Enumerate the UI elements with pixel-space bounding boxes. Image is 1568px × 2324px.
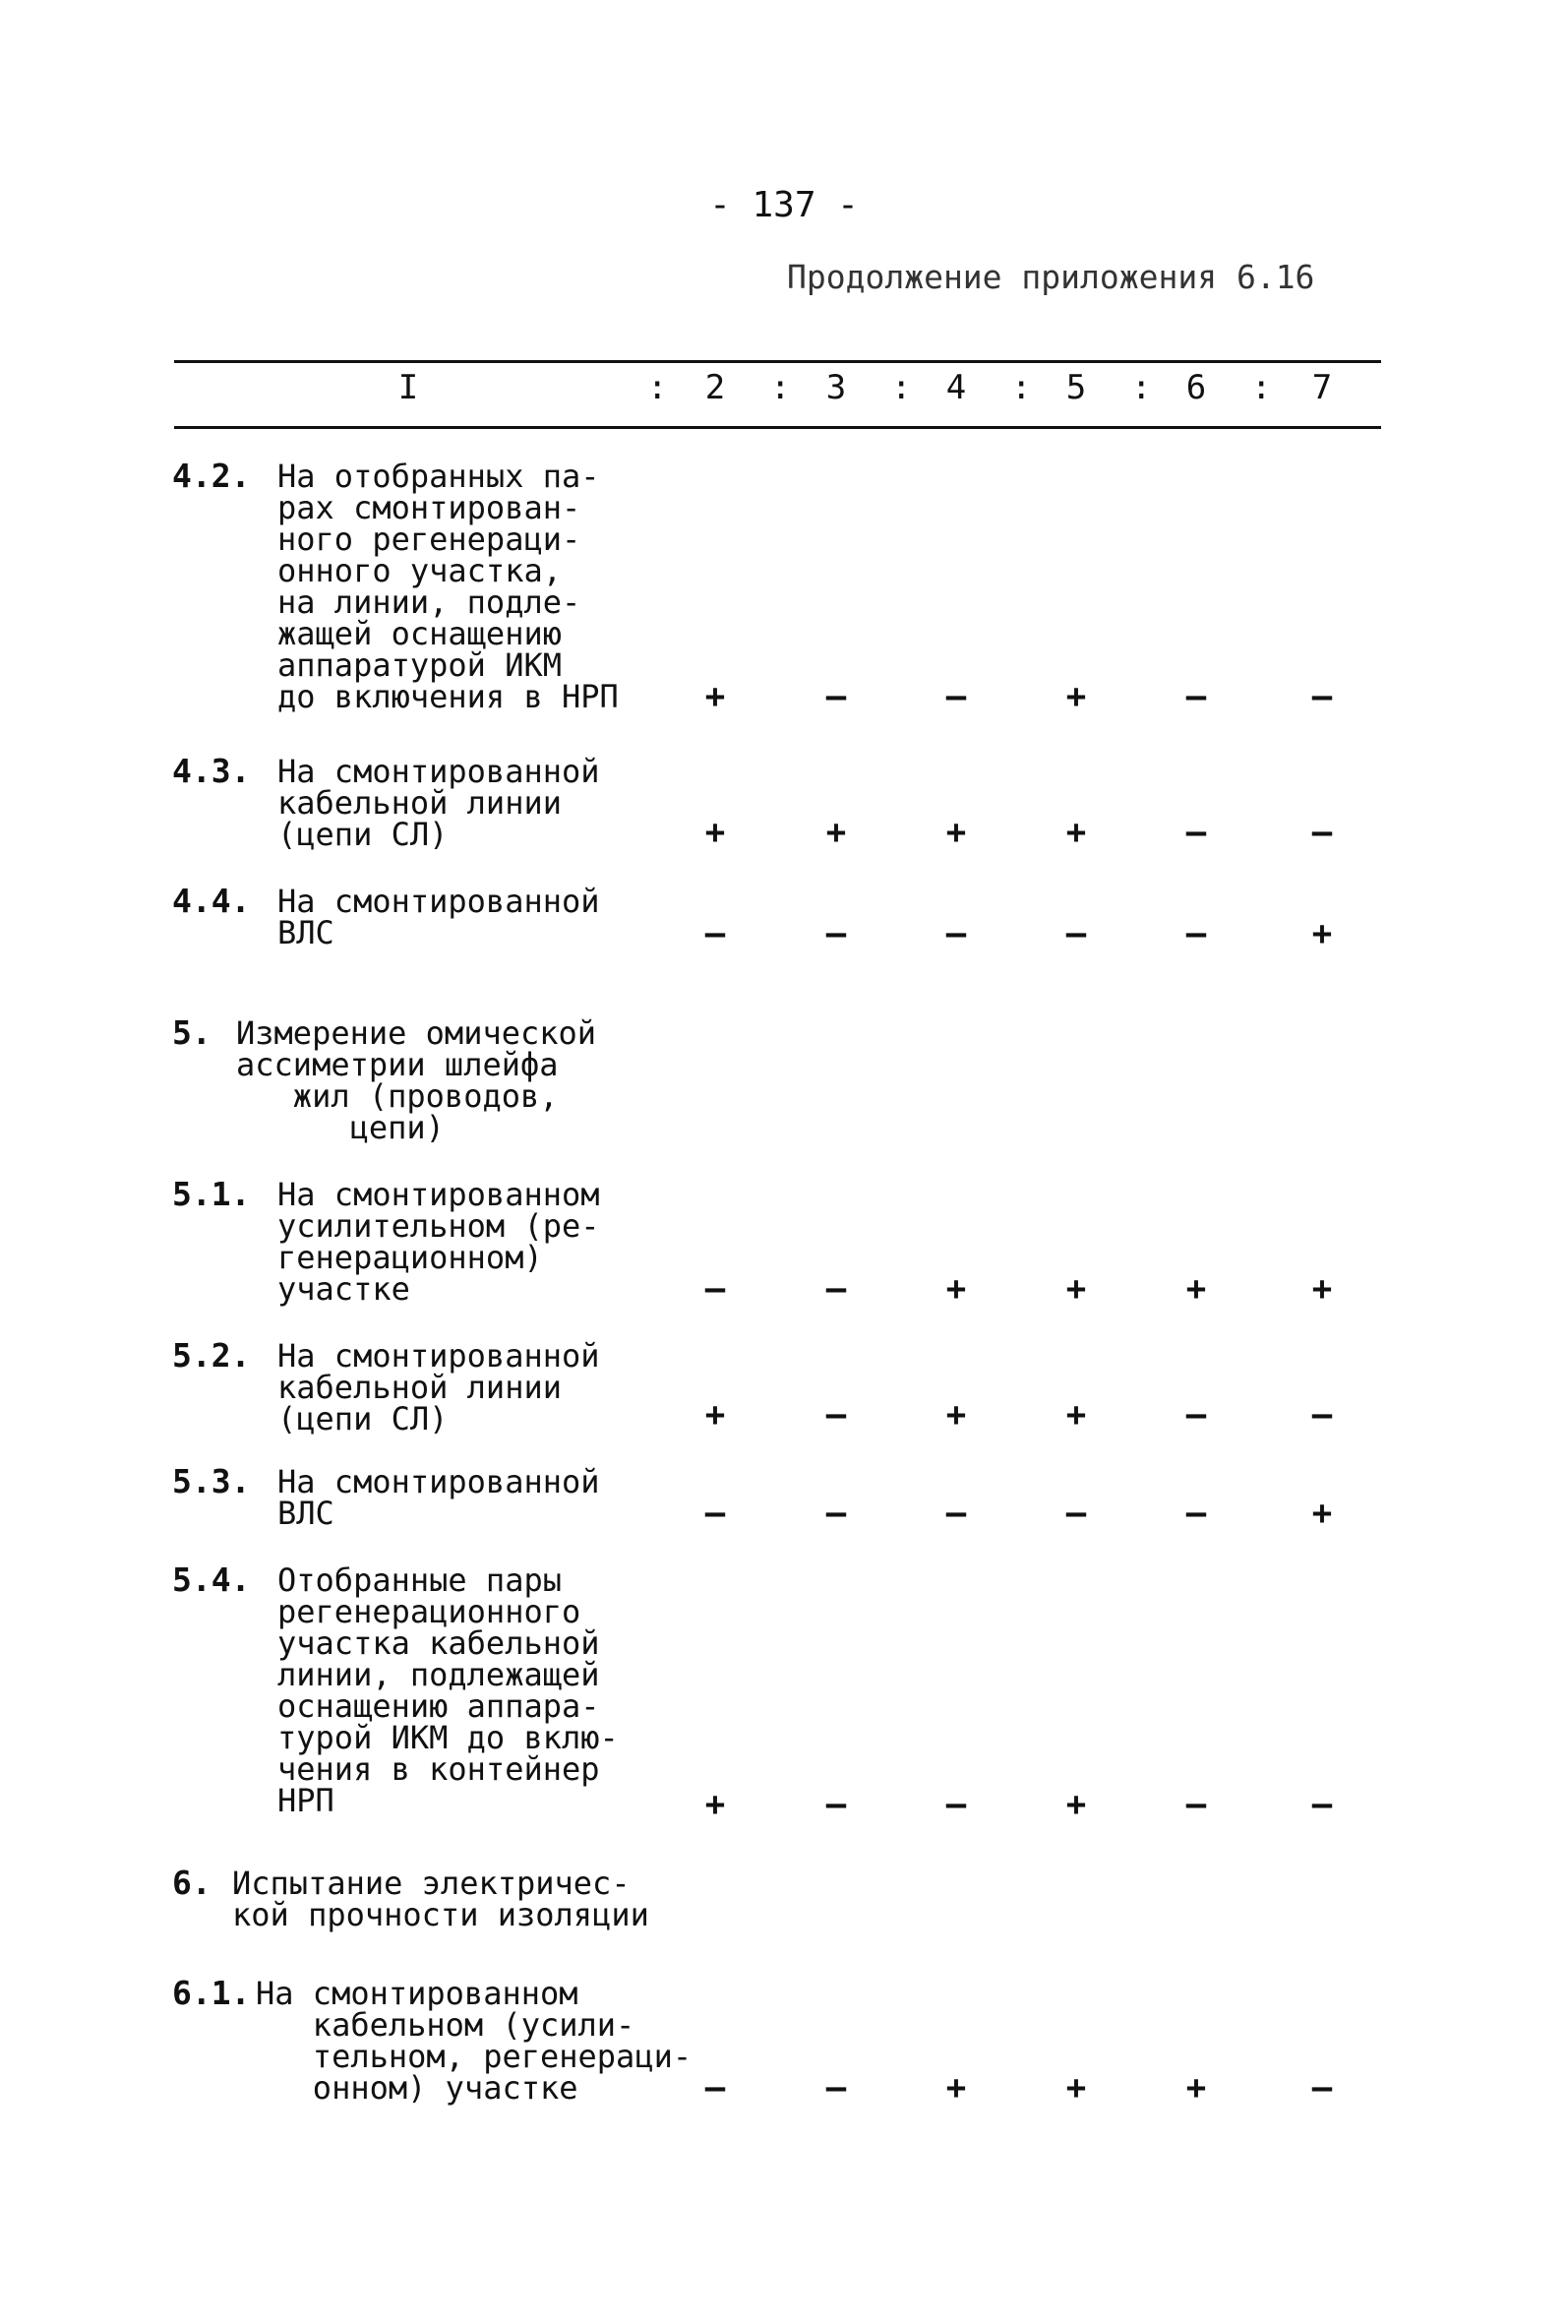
mark-col-4: + bbox=[945, 2068, 967, 2108]
mark-col-5: + bbox=[1065, 677, 1087, 716]
mark-col-4: + bbox=[945, 1269, 967, 1309]
mark-col-5: – bbox=[1065, 914, 1087, 953]
mark-col-2: – bbox=[704, 1269, 726, 1309]
col-header-2: 2 bbox=[704, 368, 726, 407]
mark-col-7: + bbox=[1311, 1494, 1333, 1533]
appendix-title: Продолжение приложения 6.16 bbox=[787, 258, 1315, 296]
mark-col-5: + bbox=[1065, 1395, 1087, 1435]
mark-col-7: – bbox=[1311, 677, 1333, 716]
mark-col-6: – bbox=[1185, 1395, 1207, 1435]
row-number: 6. bbox=[172, 1864, 211, 1902]
mark-col-2: – bbox=[704, 1494, 726, 1533]
mark-col-3: – bbox=[825, 1785, 847, 1824]
row-number: 4.3. bbox=[172, 752, 251, 790]
mark-col-7: – bbox=[1311, 2068, 1333, 2108]
row-label: Измерение омической ассиметрии шлейфа жил (проводов, цепи) bbox=[236, 1014, 597, 1146]
col-separator: : bbox=[1251, 368, 1272, 407]
mark-col-5: + bbox=[1065, 1785, 1087, 1824]
row-label: На отобранных па- рах смонтирован- ного регенераци- онного участка, на линии, подле- жащей оснащению аппаратурой ИКМ до включения в НРП bbox=[277, 458, 619, 715]
col-separator: : bbox=[647, 368, 668, 407]
col-header-5: 5 bbox=[1065, 368, 1087, 407]
row-label: Испытание электричес- кой прочности изоляции bbox=[232, 1865, 649, 1933]
row-label: На смонтированном усилительном (ре- генерационном) участке bbox=[277, 1176, 600, 1308]
mark-col-5: – bbox=[1065, 1494, 1087, 1533]
row-label: На смонтированной кабельной линии (цепи СЛ) bbox=[277, 753, 600, 853]
mark-col-3: – bbox=[825, 1395, 847, 1435]
mark-col-7: + bbox=[1311, 1269, 1333, 1309]
table-bottom-rule bbox=[174, 426, 1381, 429]
mark-col-2: – bbox=[704, 914, 726, 953]
mark-col-5: + bbox=[1065, 2068, 1087, 2108]
col-separator: : bbox=[891, 368, 912, 407]
col-header-6: 6 bbox=[1185, 368, 1207, 407]
mark-col-7: – bbox=[1311, 1395, 1333, 1435]
row-number: 5. bbox=[172, 1013, 211, 1052]
mark-col-2: + bbox=[704, 677, 726, 716]
mark-col-7: – bbox=[1311, 1785, 1333, 1824]
mark-col-5: + bbox=[1065, 813, 1087, 852]
row-label: На смонтированной кабельной линии (цепи СЛ) bbox=[277, 1337, 600, 1437]
col-separator: : bbox=[1131, 368, 1152, 407]
mark-col-6: – bbox=[1185, 813, 1207, 852]
mark-col-4: – bbox=[945, 914, 967, 953]
mark-col-6: – bbox=[1185, 914, 1207, 953]
mark-col-7: + bbox=[1311, 914, 1333, 953]
mark-col-3: – bbox=[825, 1494, 847, 1533]
row-label: Отобранные пары регенерационного участка кабельной линии, подлежащей оснащению аппара- турой ИКМ до вклю- чения в контейнер НРП bbox=[277, 1561, 619, 1819]
row-number: 4.2. bbox=[172, 457, 251, 495]
col-header-4: 4 bbox=[945, 368, 967, 407]
row-number: 5.4. bbox=[172, 1560, 251, 1599]
row-label: На смонтированной ВЛС bbox=[277, 1463, 600, 1532]
table-top-rule bbox=[174, 360, 1381, 363]
col-header-3: 3 bbox=[825, 368, 847, 407]
row-number: 4.4. bbox=[172, 882, 251, 920]
col-header-1: I bbox=[397, 368, 419, 407]
mark-col-4: + bbox=[945, 813, 967, 852]
mark-col-3: + bbox=[825, 813, 847, 852]
row-number: 5.3. bbox=[172, 1462, 251, 1500]
mark-col-4: – bbox=[945, 1785, 967, 1824]
row-number: 5.1. bbox=[172, 1175, 251, 1213]
row-number: 5.2. bbox=[172, 1336, 251, 1375]
mark-col-2: + bbox=[704, 1785, 726, 1824]
mark-col-4: – bbox=[945, 677, 967, 716]
mark-col-3: – bbox=[825, 1269, 847, 1309]
mark-col-6: – bbox=[1185, 1494, 1207, 1533]
mark-col-7: – bbox=[1311, 813, 1333, 852]
row-label: На смонтированном кабельном (усили- тельном, регенераци- онном) участке bbox=[256, 1975, 693, 2107]
mark-col-2: + bbox=[704, 1395, 726, 1435]
mark-col-6: + bbox=[1185, 2068, 1207, 2108]
mark-col-6: – bbox=[1185, 1785, 1207, 1824]
col-header-7: 7 bbox=[1311, 368, 1333, 407]
mark-col-4: – bbox=[945, 1494, 967, 1533]
col-separator: : bbox=[1011, 368, 1032, 407]
mark-col-3: – bbox=[825, 2068, 847, 2108]
mark-col-3: – bbox=[825, 914, 847, 953]
col-separator: : bbox=[770, 368, 791, 407]
mark-col-6: + bbox=[1185, 1269, 1207, 1309]
mark-col-3: – bbox=[825, 677, 847, 716]
mark-col-2: + bbox=[704, 813, 726, 852]
page-number: - 137 - bbox=[709, 185, 859, 225]
row-number: 6.1. bbox=[172, 1974, 251, 2012]
mark-col-5: + bbox=[1065, 1269, 1087, 1309]
mark-col-2: – bbox=[704, 2068, 726, 2108]
row-label: На смонтированной ВЛС bbox=[277, 883, 600, 951]
mark-col-4: + bbox=[945, 1395, 967, 1435]
mark-col-6: – bbox=[1185, 677, 1207, 716]
